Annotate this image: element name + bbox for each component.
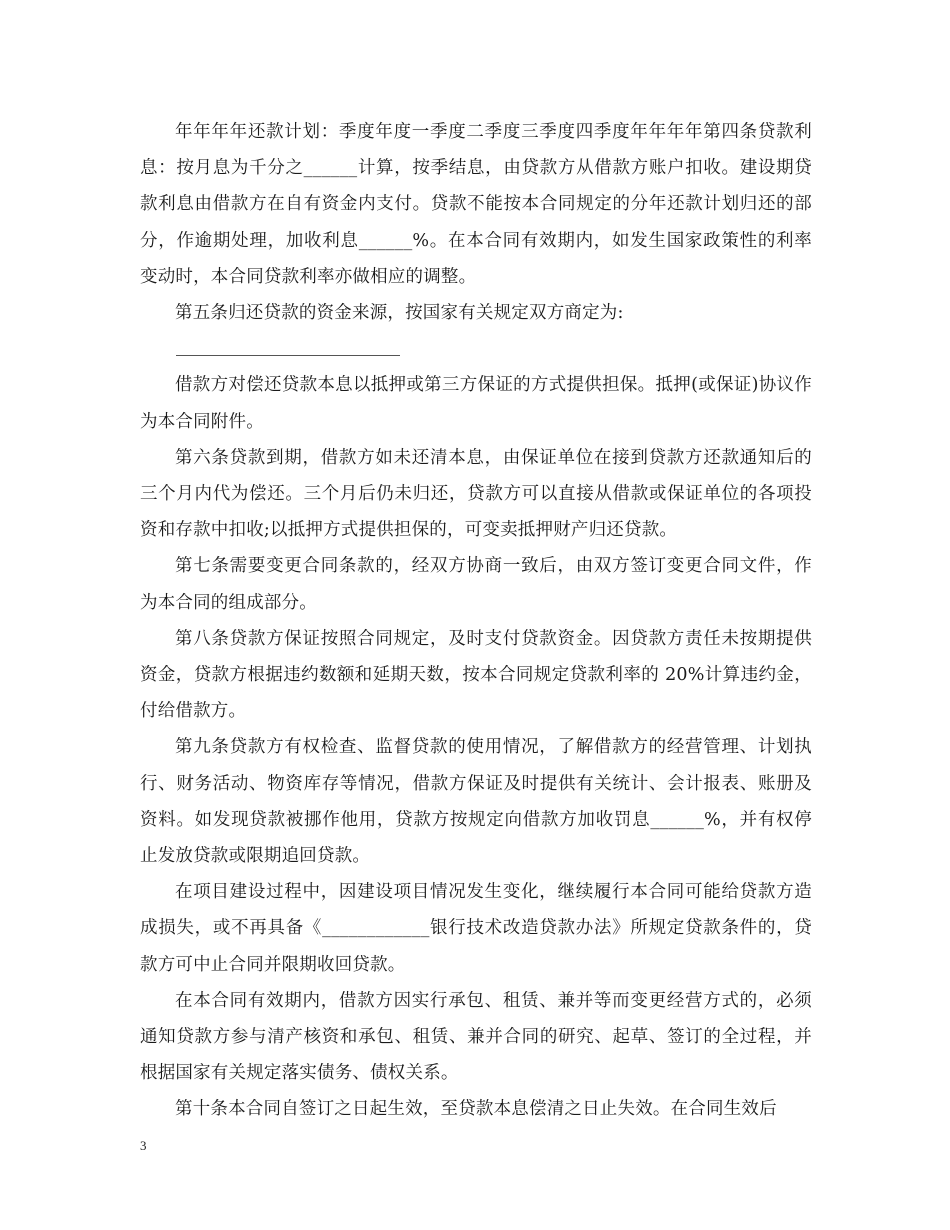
paragraph-guarantee: 借款方对偿还贷款本息以抵押或第三方保证的方式提供担保。抵押(或保证)协议作为本合同附件。 [140,375,812,432]
paragraph-repayment-interest: 年年年年还款计划：季度年度一季度二季度三季度四季度年年年年第四条贷款利息：按月息为千分之______计算，按季结息，由贷款方从借款方账户扣收。建设期贷款利息由借款方在自有资金内支付。贷款不能按本合同规定的分年还款计划归还的部分，作逾期处理，加收利息______%。在本合同有效期内，如发生国家政策性的利率变动时，本合同贷款利率亦做相应的调整。 [140,122,812,287]
paragraph-article-8: 第八条贷款方保证按照合同规定，及时支付贷款资金。因贷款方责任未按期提供资金，贷款方根据违约数额和延期天数，按本合同规定贷款利率的 20%计算违约金，付给借款方。 [140,628,812,722]
page-number: 3 [140,1138,147,1153]
document-body [140,114,812,1128]
paragraph-article-7: 第七条需要变更合同条款的，经双方协商一致后，由双方签订变更合同文件，作为本合同的组成部分。 [140,556,812,613]
paragraph-article-5: 第五条归还贷款的资金来源，按国家有关规定双方商定为: [175,303,624,324]
blank-fill-line [140,331,812,367]
paragraph-article-6: 第六条贷款到期，借款方如未还清本息，由保证单位在接到贷款方还款通知后的三个月内代为偿还。三个月后仍未归还，贷款方可以直接从借款或保证单位的各项投资和存款中扣收;以抵押方式提供担保的，可变卖抵押财产归还贷款。 [140,447,812,541]
paragraph-project-change: 在项目建设过程中，因建设项目情况发生变化，继续履行本合同可能给贷款方造成损失，或不再具备《____________银行技术改造贷款办法》所规定贷款条件的，贷款方可中止合同并限期收回贷款。 [140,882,812,975]
paragraph-article-9: 第九条贷款方有权检查、监督贷款的使用情况，了解借款方的经营管理、计划执行、财务活动、物资库存等情况，借款方保证及时提供有关统计、会计报表、账册及资料。如发现贷款被挪作他用，贷款方按规定向借款方加收罚息______%，并有权停止发放贷款或限期追回贷款。 [140,737,812,867]
paragraph-operation-change: 在本合同有效期内，借款方因实行承包、租赁、兼并等而变更经营方式的，必须通知贷款方参与清产核资和承包、租赁、兼并合同的研究、起草、签订的全过程，并根据国家有关规定落实债务、债权关系。 [140,990,812,1084]
paragraph-article-10: 第十条本合同自签订之日起生效，至贷款本息偿清之日止失效。在合同生效后 [175,1099,777,1120]
